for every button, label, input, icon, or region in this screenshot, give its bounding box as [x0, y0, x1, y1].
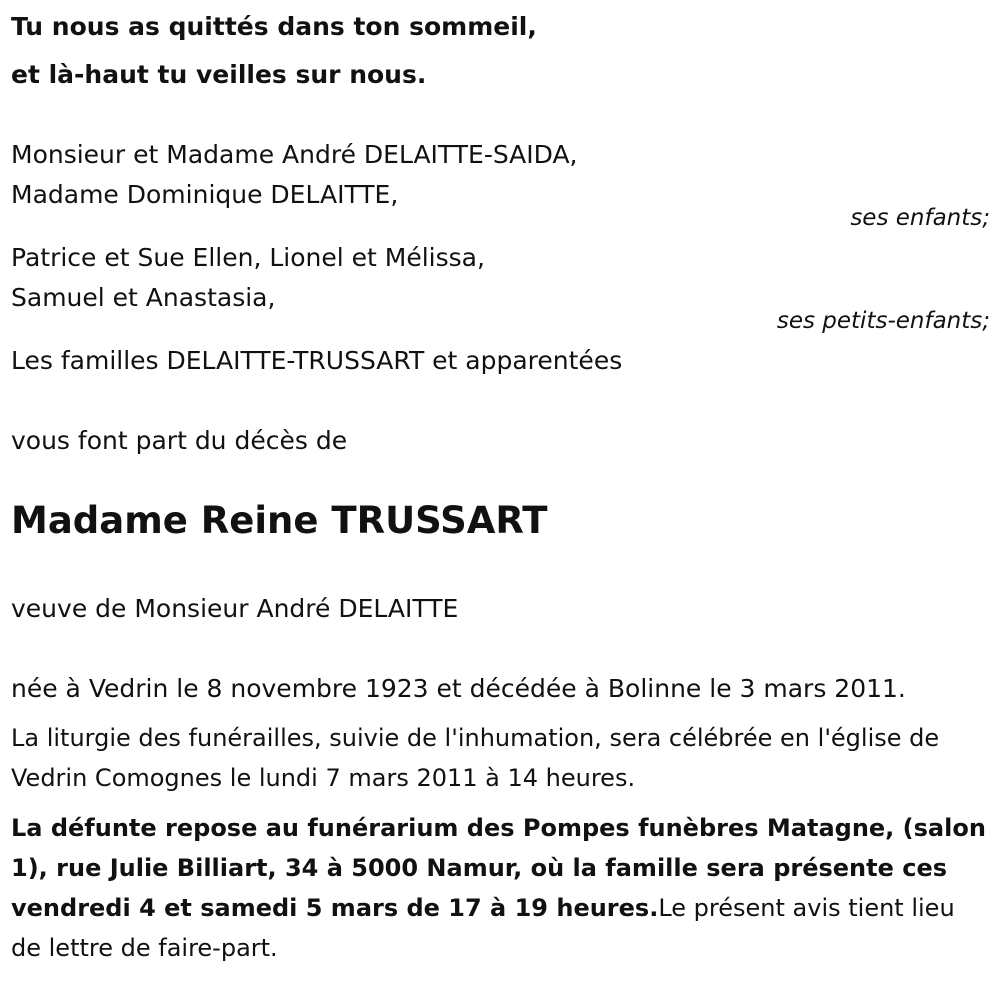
deceased-name: Madame Reine TRUSSART: [11, 499, 548, 542]
poem-line-2: et là-haut tu veilles sur nous.: [11, 60, 427, 89]
poem-line-1: Tu nous as quittés dans ton sommeil,: [11, 12, 537, 41]
announcement-line: vous font part du décès de: [11, 426, 348, 455]
grandchildren-line-2: Samuel et Anastasia,: [11, 283, 276, 312]
visitation-paragraph: [11, 808, 986, 968]
visitation-normal-text: Le présent avis tient lieu de lettre de faire-part.: [11, 894, 955, 962]
visitation-bold-text: La défunte repose au funérarium des Pompes funèbres Matagne, (salon 1), rue Julie Billiart, 34 à 5000 Namur, où la famille sera présente ces vendredi 4 et samedi 5 mars de 17 à 19 heures.: [11, 814, 986, 922]
children-role: ses enfants;: [850, 205, 990, 231]
children-line-1: Monsieur et Madame André DELAITTE-SAIDA,: [11, 140, 578, 169]
grandchildren-line-1: Patrice et Sue Ellen, Lionel et Mélissa,: [11, 243, 485, 272]
birth-death-line: née à Vedrin le 8 novembre 1923 et décédée à Bolinne le 3 mars 2011.: [11, 674, 906, 703]
widow-line: veuve de Monsieur André DELAITTE: [11, 594, 459, 623]
families-line: Les familles DELAITTE-TRUSSART et apparentées: [11, 346, 623, 375]
liturgy-paragraph: La liturgie des funérailles, suivie de l'inhumation, sera célébrée en l'église de Vedrin Comognes le lundi 7 mars 2011 à 14 heures.: [11, 724, 940, 792]
children-line-2: Madame Dominique DELAITTE,: [11, 180, 399, 209]
grandchildren-role: ses petits-enfants;: [776, 308, 990, 334]
